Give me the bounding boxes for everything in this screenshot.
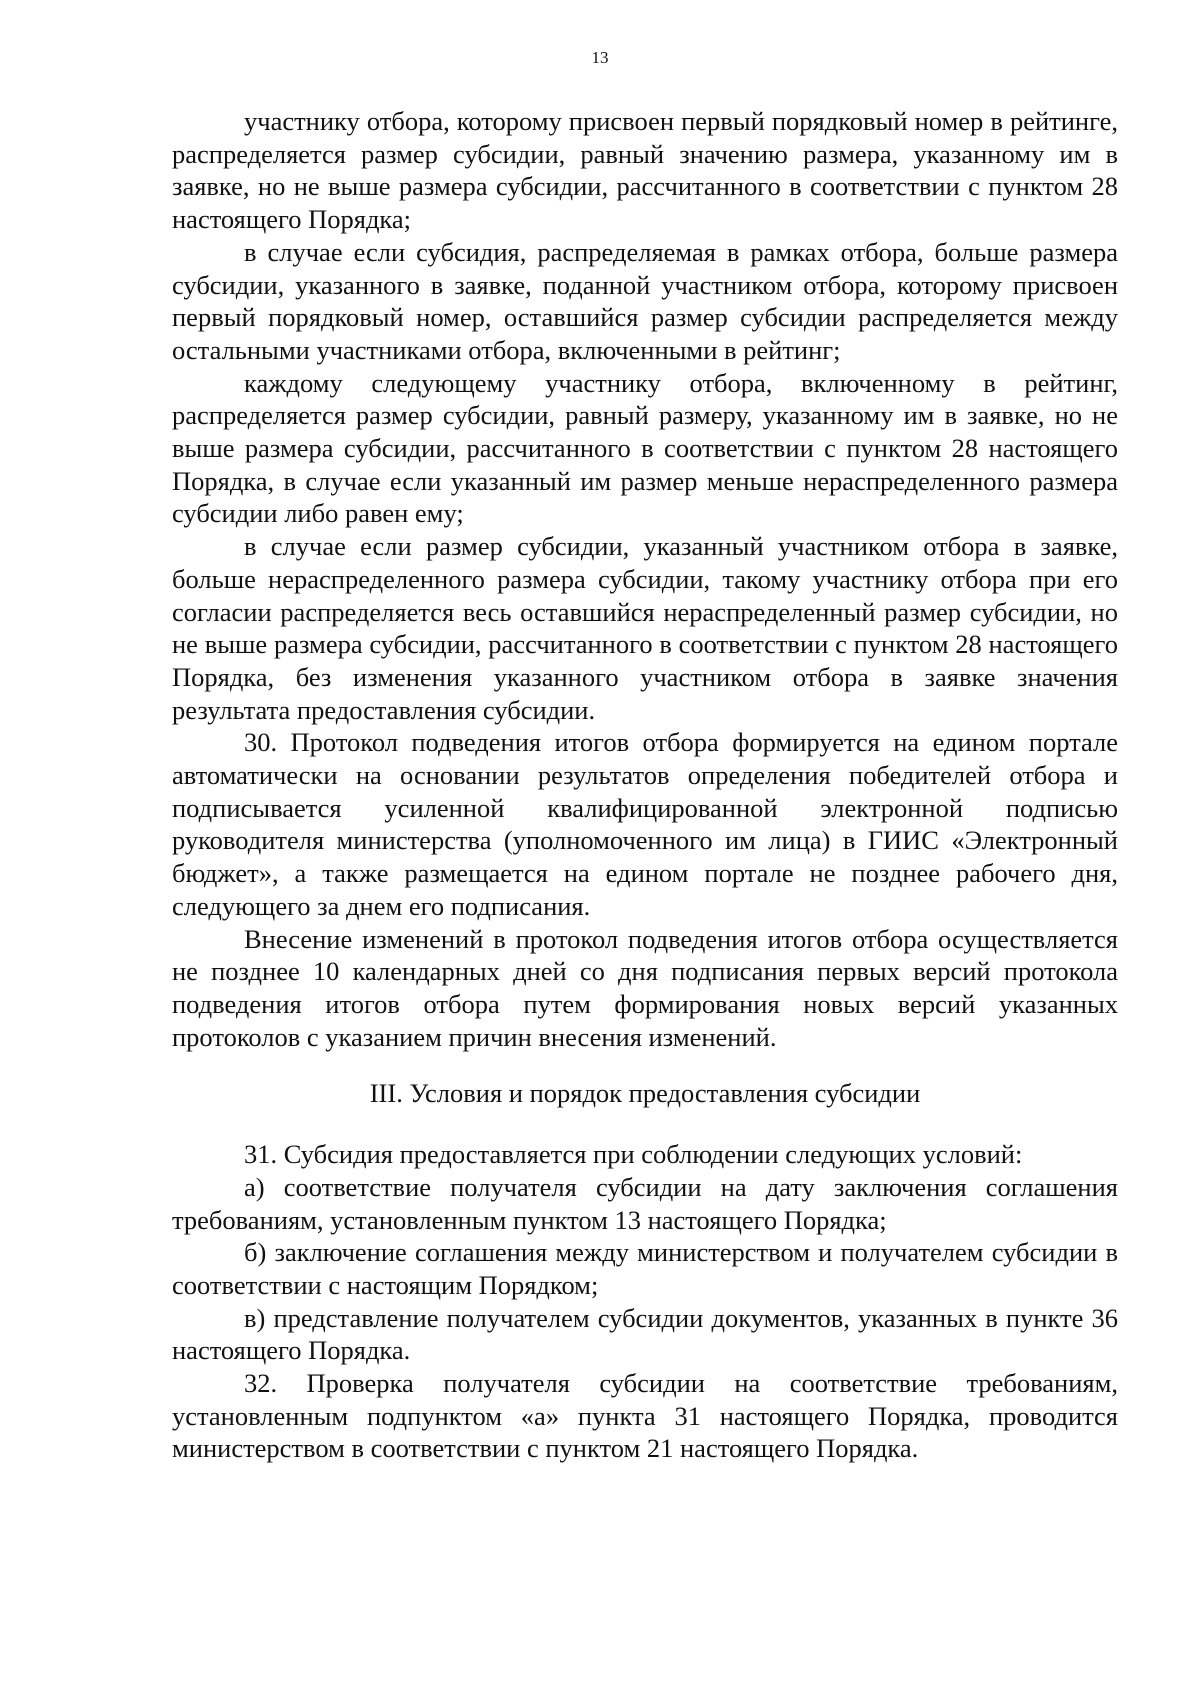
- paragraph-item-32: 32. Проверка получателя субсидии на соответствие требованиям, установленным подпунктом «а» пункта 31 настоящего Порядка, проводится министерством в соответствии с пунктом 21 настоящего Порядка.: [172, 1368, 1118, 1464]
- paragraph-condition-b: б) заключение соглашения между министерством и получателем субсидии в соответствии с настоящим Порядком;: [172, 1237, 1118, 1300]
- page-number: 13: [591, 48, 609, 67]
- paragraph-condition-c: в) представление получателем субсидии документов, указанных в пункте 36 настоящего Порядка.: [172, 1302, 1118, 1366]
- paragraph-distribution-first: участнику отбора, которому присвоен первый порядковый номер в рейтинге, распределяется размер субсидии, равный значению размера, указанному им в заявке, но не выше размера субсидии, рассчитанного в соответствии с пунктом 28 настоящего Порядка;: [172, 106, 1118, 235]
- document-body: [172, 105, 1118, 1465]
- paragraph-item-31: 31. Субсидия предоставляется при соблюдении следующих условий:: [244, 1139, 1023, 1170]
- paragraph-protocol-changes: Внесение изменений в протокол подведения итогов отбора осуществляется не позднее 10 календарных дней со дня подписания первых версий протокола подведения итогов отбора путем формирования новых версий указанных протоколов с указанием причин внесения изменений.: [172, 923, 1118, 1052]
- paragraph-distribution-remaining: в случае если субсидия, распределяемая в рамках отбора, больше размера субсидии, указанного в заявке, поданной участником отбора, которому присвоен первый порядковый номер, оставшийся размер субсидии распределяется между остальными участниками отбора, включенными в рейтинг;: [172, 236, 1118, 365]
- paragraph-distribution-next: каждому следующему участнику отбора, включенному в рейтинг, распределяется размер субсидии, равный размеру, указанному им в заявке, но не выше размера субсидии, рассчитанного в соответствии с пунктом 28 настоящего Порядка, в случае если указанный им размер меньше нераспределенного размера субсидии либо равен ему;: [172, 367, 1118, 529]
- paragraph-distribution-exceeds: в случае если размер субсидии, указанный участником отбора в заявке, больше нераспределенного размера субсидии, такому участнику отбора при его согласии распределяется весь оставшийся нераспределенный размер субсидии, но не выше размера субсидии, рассчитанного в соответствии с пунктом 28 настоящего Порядка, без изменения указанного участником отбора в заявке значения результата предоставления субсидии.: [172, 531, 1118, 725]
- paragraph-condition-a: а) соответствие получателя субсидии на дату заключения соглашения требованиям, установленным пунктом 13 настоящего Порядка;: [172, 1171, 1118, 1235]
- section-heading: III. Условия и порядок предоставления субсидии: [369, 1078, 921, 1109]
- paragraph-item-30: 30. Протокол подведения итогов отбора формируется на едином портале автоматически на основании результатов определения победителей отбора и подписывается усиленной квалифицированной электронной подписью руководителя министерства (уполномоченного им лица) в ГИИС «Электронный бюджет», а также размещается на едином портале не позднее рабочего дня, следующего за днем его подписания.: [172, 727, 1118, 921]
